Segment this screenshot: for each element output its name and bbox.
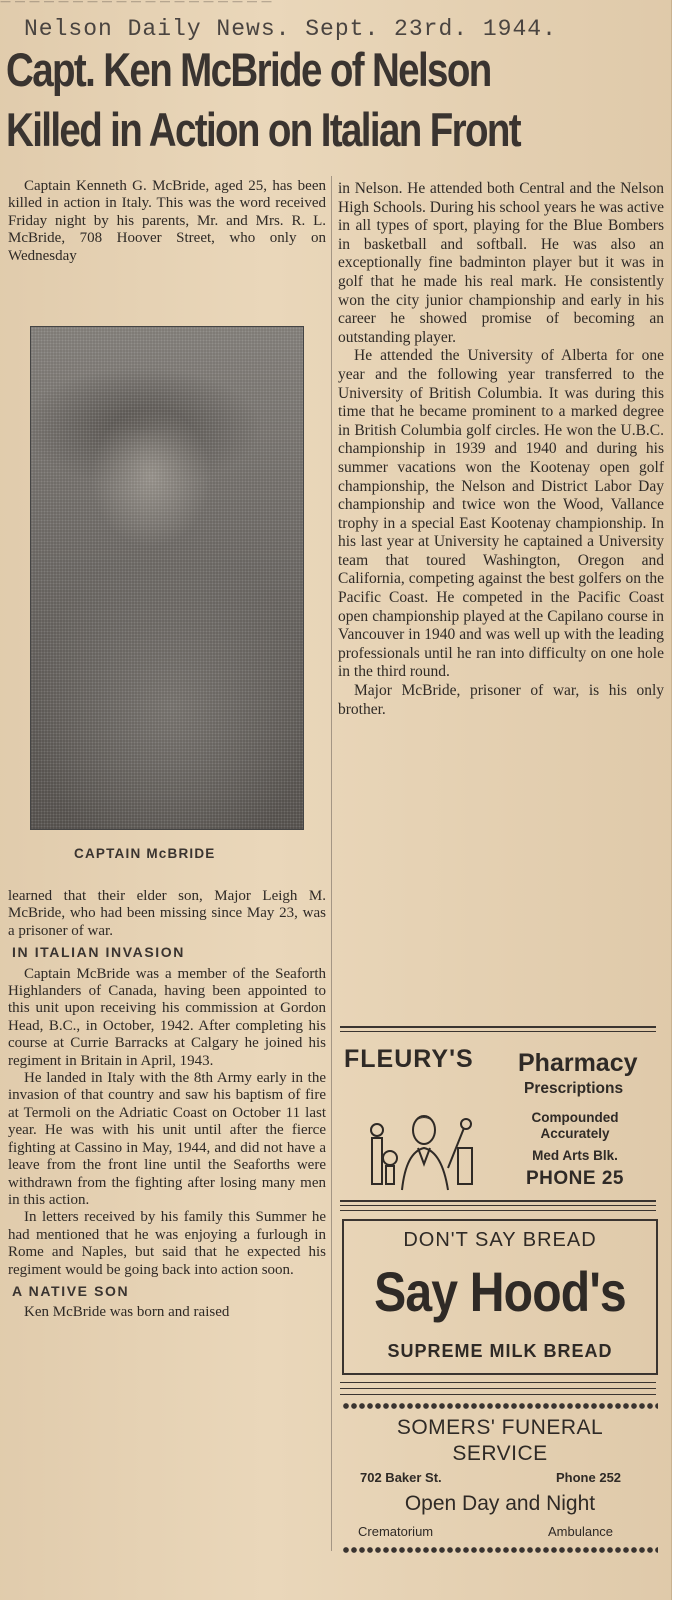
scallop-border bbox=[342, 1546, 658, 1554]
article-continued: learned that their elder son, Major Leigh M. McBride, who had been missing since May 23, was a prisoner of war. bbox=[8, 888, 326, 939]
headline-line-2: Killed in Action on Italian Front bbox=[6, 103, 520, 156]
hood-say-hoods: Say Hood's bbox=[374, 1260, 626, 1323]
article-intro: Captain Kenneth G. McBride, aged 25, has been killed in action in Italy. This was the word received Friday night by his parents, Mr. and Mrs. R. L. McBride, 708 Hoover Street, who only on Wednesday bbox=[8, 178, 326, 264]
scallop-border bbox=[342, 1402, 658, 1410]
headline-line-1: Capt. Ken McBride of Nelson bbox=[6, 43, 491, 96]
fleury-accurately: Accurately bbox=[540, 1126, 610, 1141]
article-column-right bbox=[338, 180, 664, 719]
ad-rule bbox=[340, 1031, 656, 1032]
article-para-landed: He landed in Italy with the 8th Army early in the invasion of that country and saw his baptism of fire at Termoli on the Adriatic Coast on October 11 last year. He was with his unit until after the fierce fighting at Cassino in May, 1944, and did not have a leave from the front line until the Seaforths were withdrawn from the fighting after losing many men in this action. bbox=[8, 1070, 326, 1208]
article-para-right-2: He attended the University of Alberta for one year and the following year transferred to the University of British Columbia. It was during this time that he became prominent to a marked degree in British Columbia golf circles. He won the U.B.C. championship in 1939 and 1940 and during his summer vacations won the Kootenay open golf championship, the Nelson and District Labor Day championship and twice won the Wood, Vallance trophy in a special East Kootenay championship. In his last year at University he captained a University team that toured Washington, Oregon and California, competing against the best golfers on the Pacific Coast. He competed in the Pacific Coast open championship played at the Capilano course in Vancouver in 1940 and was well up with the leading professionals until he ran into difficulty on one hole in the third round. bbox=[338, 347, 664, 681]
fleury-pharmacy: Pharmacy bbox=[518, 1049, 638, 1077]
fleury-address: Med Arts Blk. bbox=[532, 1148, 618, 1163]
subhead-italian-invasion: IN ITALIAN INVASION bbox=[12, 944, 185, 961]
article-para-seaforth: Captain McBride was a member of the Seaforth Highlanders of Canada, having been appointed to this unit upon receiving his commission at Gordon Head, B.C., in October, 1942. After completing his course at Currie Barracks at Calgary he joined his regiment in Britain in April, 1943. bbox=[8, 965, 326, 1069]
ad-rule bbox=[340, 1388, 656, 1389]
article-column-left-top bbox=[8, 178, 326, 265]
somers-title-1: SOMERS' FUNERAL bbox=[396, 1416, 604, 1439]
somers-ambulance: Ambulance bbox=[548, 1524, 614, 1539]
somers-open: Open Day and Night bbox=[404, 1492, 596, 1515]
captain-portrait-photo bbox=[30, 326, 304, 830]
ad-rule bbox=[340, 1382, 656, 1383]
ad-rule bbox=[340, 1205, 656, 1206]
pharmacist-illustration bbox=[368, 1108, 480, 1192]
article-para-right-3: Major McBride, prisoner of war, is his only brother. bbox=[338, 682, 664, 718]
ad-rule bbox=[340, 1026, 656, 1028]
somers-title-2: SERVICE bbox=[452, 1442, 548, 1465]
hood-dont-say: DON'T SAY BREAD bbox=[403, 1229, 597, 1251]
fleury-compounded: Compounded bbox=[531, 1110, 619, 1125]
article-para-right-1: in Nelson. He attended both Central and the Nelson High Schools. During his school years he was active in all types of sport, playing for the Blue Bombers in basketball and softball. He was also an exceptionally fine badminton player but it was in golf that he made his real mark. He consistently won the city junior championship and early in his career he showed promise of becoming an outstanding player. bbox=[338, 180, 664, 346]
subhead-native-son: A NATIVE SON bbox=[12, 1282, 130, 1299]
somers-address: 702 Baker St. bbox=[360, 1470, 442, 1485]
fleury-name: FLEURY'S bbox=[344, 1045, 474, 1073]
photo-caption: CAPTAIN McBRIDE bbox=[74, 846, 216, 861]
hoods-bread-ad bbox=[342, 1219, 658, 1375]
fleury-prescriptions: Prescriptions bbox=[524, 1080, 624, 1097]
dateline: Nelson Daily News. Sept. 23rd. 1944. bbox=[24, 16, 557, 42]
fleury-phone: PHONE 25 bbox=[526, 1168, 624, 1189]
cut-off-text-remnant: — — — — — — — — — — — — — — — — — — — bbox=[0, 0, 272, 8]
column-divider bbox=[331, 176, 332, 1551]
ad-rule bbox=[340, 1210, 656, 1211]
article-para-native-start: Ken McBride was born and raised bbox=[24, 1304, 230, 1321]
hood-supreme: SUPREME MILK BREAD bbox=[387, 1341, 613, 1361]
ad-rule bbox=[340, 1394, 656, 1395]
ad-rule bbox=[340, 1200, 656, 1202]
headline bbox=[6, 40, 547, 160]
somers-phone: Phone 252 bbox=[556, 1470, 622, 1485]
article-column-left-bottom bbox=[8, 888, 326, 1322]
somers-crematorium: Crematorium bbox=[358, 1524, 434, 1539]
article-para-letters: In letters received by his family this Summer he had mentioned that he was enjoying a furlough in Rome and Naples, but said that he expected his regiment would be going back into action soon. bbox=[8, 1209, 326, 1278]
